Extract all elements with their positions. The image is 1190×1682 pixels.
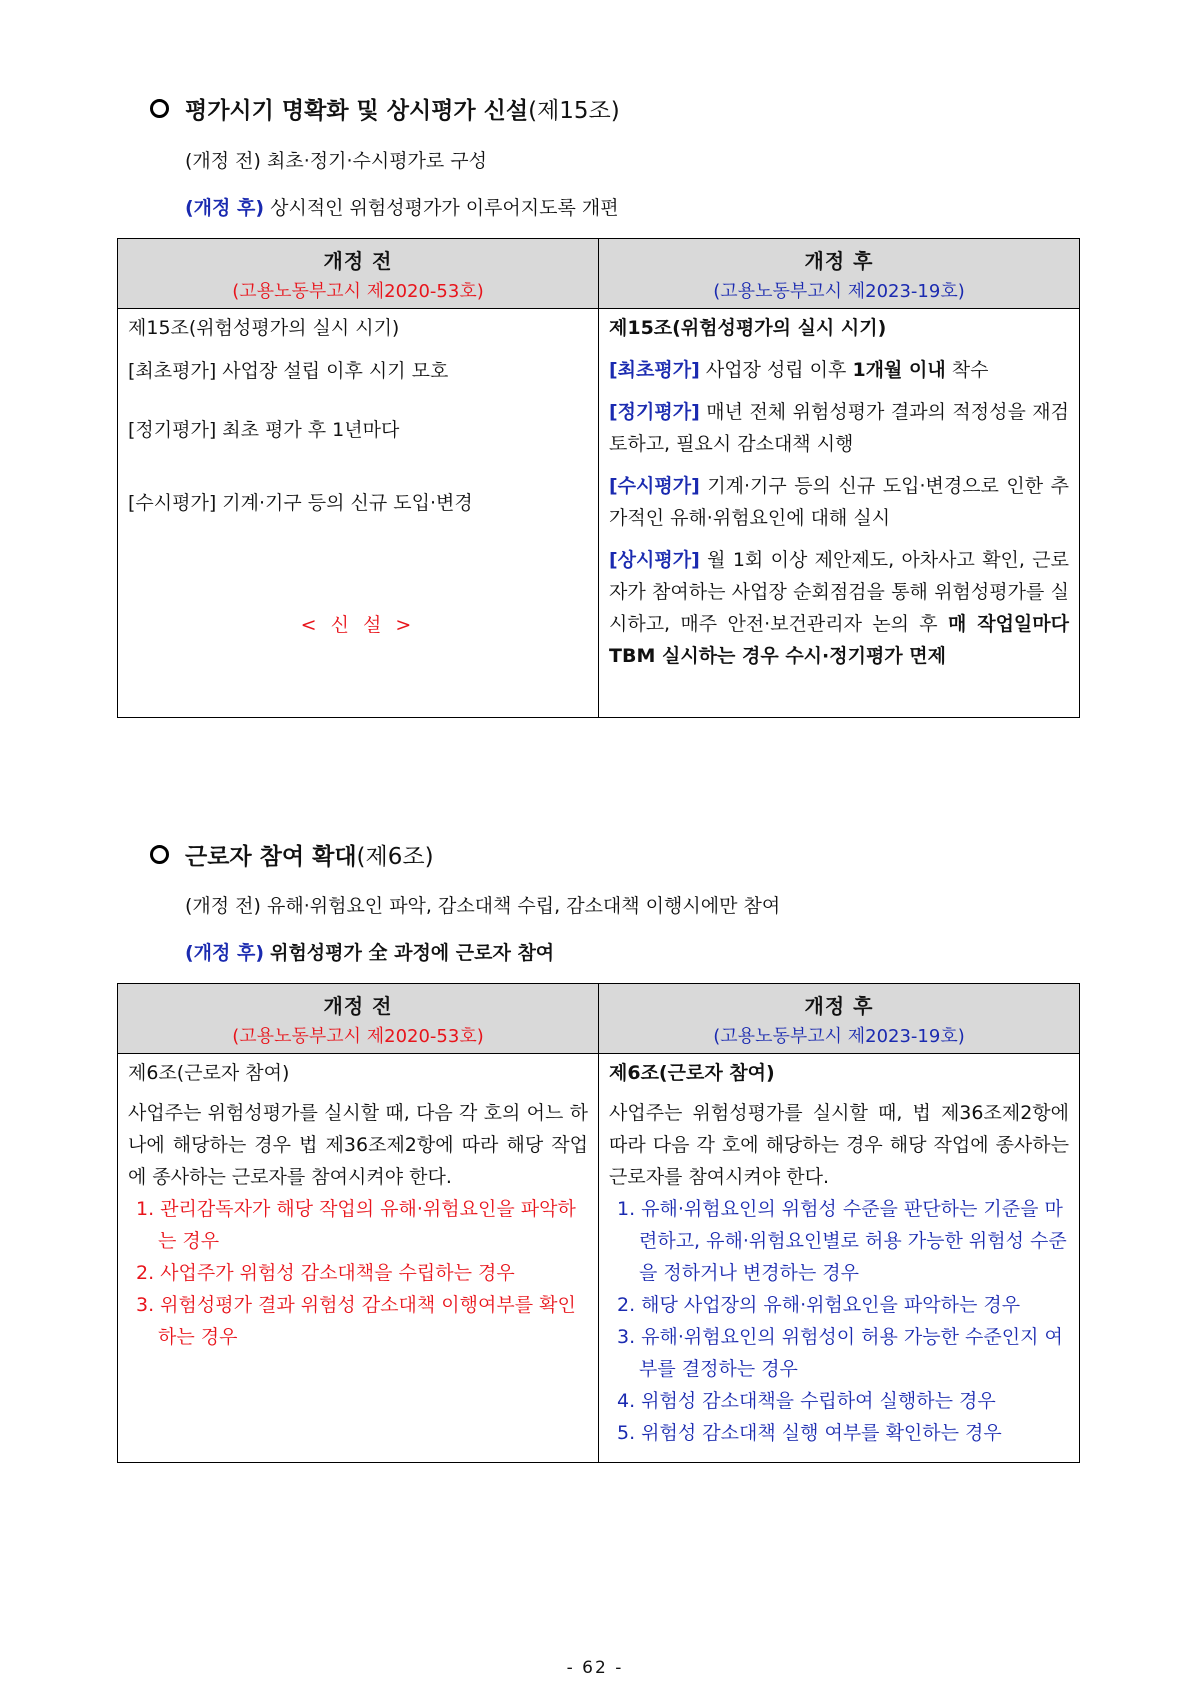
col-after-title: 개정 후	[804, 248, 874, 273]
after-article-title: 제6조(근로자 참여)	[609, 1062, 775, 1084]
before-items	[118, 1193, 598, 1353]
before-article-title: 제15조(위험성평가의 실시 시기)	[128, 317, 400, 339]
col-header-before	[118, 984, 599, 1054]
section1-title: 평가시기 명확화 및 상시평가 신설	[185, 98, 529, 124]
col-before-title: 개정 전	[323, 993, 393, 1018]
before-periodic-eval: [정기평가] 최초 평가 후 1년마다	[128, 419, 400, 441]
section2-article: (제6조)	[356, 844, 434, 870]
circle-bullet-icon	[150, 845, 169, 864]
list-item: 5. 위험성 감소대책 실행 여부를 확인하는 경우	[617, 1422, 1002, 1444]
before-cell	[118, 309, 599, 718]
after-cell	[599, 1054, 1080, 1463]
col-header-after	[599, 239, 1080, 309]
col-after-ref: (고용노동부고시 제2023-19호)	[713, 280, 965, 302]
after-adhoc-eval: [수시평가] 기계·기구 등의 신규 도입·변경으로 인한 추가적인 유해·위험요인에 대해 실시	[609, 475, 1069, 529]
list-item: 2. 사업주가 위험성 감소대책을 수립하는 경우	[136, 1262, 515, 1284]
before-initial-eval: [최초평가] 사업장 설립 이후 시기 모호	[128, 360, 449, 382]
after-text: 상시적인 위험성평가가 이루어지도록 개편	[270, 197, 619, 219]
before-text: 유해·위험요인 파악, 감소대책 수립, 감소대책 이행시에만 참여	[266, 895, 781, 917]
circle-bullet-icon	[150, 99, 169, 118]
section2-heading	[150, 838, 434, 871]
before-label: (개정 전)	[185, 895, 261, 917]
before-text: 최초·정기·수시평가로 구성	[266, 150, 487, 172]
after-items	[599, 1193, 1079, 1449]
after-initial-eval: [최초평가] 사업장 성립 이후 1개월 이내 착수	[609, 359, 989, 381]
before-label: (개정 전)	[185, 150, 261, 172]
section2-before-line	[185, 891, 780, 918]
section1-heading	[150, 92, 620, 125]
section2-comparison-table	[117, 983, 1080, 1463]
new-marker: < 신 설 >	[300, 614, 416, 636]
list-item: 1. 관리감독자가 해당 작업의 유해·위험요인을 파악하는 경우	[136, 1198, 576, 1252]
after-continuous-eval: [상시평가] 월 1회 이상 제안제도, 아차사고 확인, 근로자가 참여하는 사업장 순회점검을 통해 위험성평가를 실시하고, 매주 안전·보건관리자 논의 후 매 작업일마다 TBM 실시하는 경우 수시·정기평가 면제	[609, 549, 1069, 667]
section2-title: 근로자 참여 확대	[185, 844, 357, 870]
section1-article: (제15조)	[528, 98, 620, 124]
before-intro: 사업주는 위험성평가를 실시할 때, 다음 각 호의 어느 하나에 해당하는 경우 법 제36조제2항에 따라 해당 작업에 종사하는 근로자를 참여시켜야 한다.	[128, 1102, 588, 1188]
after-cell	[599, 309, 1080, 718]
before-article-title: 제6조(근로자 참여)	[128, 1062, 290, 1084]
section1-before-line	[185, 146, 487, 173]
col-header-before	[118, 239, 599, 309]
before-cell	[118, 1054, 599, 1463]
section1-after-line	[185, 193, 619, 220]
after-text: 위험성평가 全 과정에 근로자 참여	[270, 942, 555, 964]
col-after-title: 개정 후	[804, 993, 874, 1018]
after-article-title: 제15조(위험성평가의 실시 시기)	[609, 317, 887, 339]
col-before-ref: (고용노동부고시 제2020-53호)	[232, 1025, 484, 1047]
section2-after-line	[185, 938, 554, 965]
list-item: 3. 유해·위험요인의 위험성이 허용 가능한 수준인지 여부를 결정하는 경우	[617, 1326, 1063, 1380]
list-item: 3. 위험성평가 결과 위험성 감소대책 이행여부를 확인하는 경우	[136, 1294, 576, 1348]
page-number: - 62 -	[566, 1658, 624, 1678]
after-intro: 사업주는 위험성평가를 실시할 때, 법 제36조제2항에 따라 다음 각 호에 해당하는 경우 해당 작업에 종사하는 근로자를 참여시켜야 한다.	[609, 1102, 1069, 1188]
before-adhoc-eval: [수시평가] 기계·기구 등의 신규 도입·변경	[128, 492, 473, 514]
col-after-ref: (고용노동부고시 제2023-19호)	[713, 1025, 965, 1047]
list-item: 4. 위험성 감소대책을 수립하여 실행하는 경우	[617, 1390, 996, 1412]
col-before-title: 개정 전	[323, 248, 393, 273]
list-item: 2. 해당 사업장의 유해·위험요인을 파악하는 경우	[617, 1294, 1021, 1316]
section1-comparison-table	[117, 238, 1080, 718]
col-header-after	[599, 984, 1080, 1054]
col-before-ref: (고용노동부고시 제2020-53호)	[232, 280, 484, 302]
after-label: (개정 후)	[185, 197, 265, 219]
after-periodic-eval: [정기평가] 매년 전체 위험성평가 결과의 적정성을 재검토하고, 필요시 감소대책 시행	[609, 401, 1069, 455]
after-label: (개정 후)	[185, 942, 265, 964]
list-item: 1. 유해·위험요인의 위험성 수준을 판단하는 기준을 마련하고, 유해·위험요인별로 허용 가능한 위험성 수준을 정하거나 변경하는 경우	[617, 1198, 1067, 1284]
